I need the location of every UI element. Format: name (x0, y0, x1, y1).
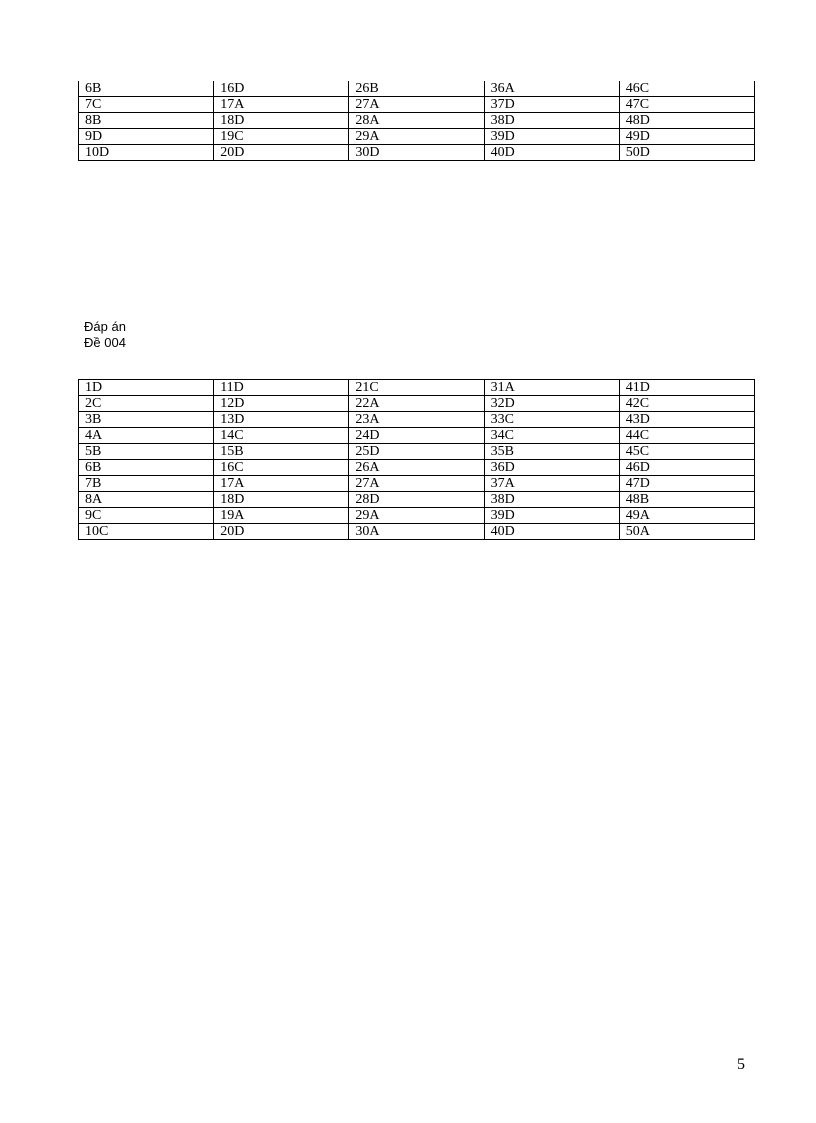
answer-cell: 13D (214, 412, 349, 428)
answer-table-exam-004-body (79, 380, 755, 540)
answer-cell: 12D (214, 396, 349, 412)
answer-cell: 31A (484, 380, 619, 396)
answer-cell: 15B (214, 444, 349, 460)
answer-table-previous (78, 81, 755, 161)
answer-cell: 44C (619, 428, 754, 444)
table-row (79, 97, 755, 113)
answer-cell: 4A (79, 428, 214, 444)
answer-cell: 16C (214, 460, 349, 476)
answer-cell: 8B (79, 113, 214, 129)
answer-cell: 38D (484, 492, 619, 508)
answer-cell: 21C (349, 380, 484, 396)
answer-table-exam-004 (78, 379, 755, 540)
answer-cell: 47D (619, 476, 754, 492)
answer-cell: 33C (484, 412, 619, 428)
answer-cell: 41D (619, 380, 754, 396)
answer-cell: 48D (619, 113, 754, 129)
answer-cell: 48B (619, 492, 754, 508)
answer-cell: 38D (484, 113, 619, 129)
answer-cell: 50D (619, 145, 754, 161)
answer-cell: 3B (79, 412, 214, 428)
answer-cell: 1D (79, 380, 214, 396)
answer-cell: 26B (349, 81, 484, 97)
answer-cell: 19A (214, 508, 349, 524)
table-row (79, 524, 755, 540)
answer-cell: 39D (484, 508, 619, 524)
answer-cell: 40D (484, 145, 619, 161)
answer-cell: 9D (79, 129, 214, 145)
answer-cell: 37D (484, 97, 619, 113)
table-row (79, 476, 755, 492)
table-row (79, 412, 755, 428)
answer-cell: 7C (79, 97, 214, 113)
answer-cell: 8A (79, 492, 214, 508)
table-row (79, 460, 755, 476)
table-row (79, 508, 755, 524)
answer-cell: 28D (349, 492, 484, 508)
answer-cell: 36D (484, 460, 619, 476)
table-row (79, 113, 755, 129)
answer-cell: 46D (619, 460, 754, 476)
table-row (79, 145, 755, 161)
answer-cell: 6B (79, 460, 214, 476)
answer-cell: 36A (484, 81, 619, 97)
answer-cell: 49D (619, 129, 754, 145)
answer-cell: 47C (619, 97, 754, 113)
answer-cell: 39D (484, 129, 619, 145)
answer-cell: 50A (619, 524, 754, 540)
answer-cell: 34C (484, 428, 619, 444)
table-row (79, 396, 755, 412)
answer-cell: 43D (619, 412, 754, 428)
page-number: 5 (737, 1056, 745, 1073)
answer-cell: 9C (79, 508, 214, 524)
answer-cell: 49A (619, 508, 754, 524)
answer-cell: 23A (349, 412, 484, 428)
answer-cell: 30D (349, 145, 484, 161)
table-row (79, 129, 755, 145)
exam-code-heading: Đề 004 (84, 335, 126, 350)
answer-cell: 37A (484, 476, 619, 492)
answer-cell: 14C (214, 428, 349, 444)
answer-cell: 10C (79, 524, 214, 540)
answer-cell: 19C (214, 129, 349, 145)
answer-cell: 29A (349, 129, 484, 145)
answer-cell: 30A (349, 524, 484, 540)
answer-cell: 32D (484, 396, 619, 412)
answer-cell: 5B (79, 444, 214, 460)
answer-cell: 11D (214, 380, 349, 396)
table-row (79, 428, 755, 444)
answer-cell: 27A (349, 97, 484, 113)
answer-cell: 26A (349, 460, 484, 476)
table-row (79, 81, 755, 97)
answer-cell: 24D (349, 428, 484, 444)
table-row (79, 444, 755, 460)
answer-cell: 16D (214, 81, 349, 97)
answer-cell: 20D (214, 145, 349, 161)
answer-cell: 28A (349, 113, 484, 129)
answer-cell: 10D (79, 145, 214, 161)
answer-cell: 22A (349, 396, 484, 412)
answer-table-previous-body (79, 81, 755, 161)
answer-cell: 25D (349, 444, 484, 460)
answer-cell: 18D (214, 492, 349, 508)
answer-cell: 27A (349, 476, 484, 492)
answer-cell: 6B (79, 81, 214, 97)
table-row (79, 380, 755, 396)
answer-key-heading: Đáp án (84, 319, 126, 334)
table-row (79, 492, 755, 508)
answer-cell: 40D (484, 524, 619, 540)
answer-cell: 2C (79, 396, 214, 412)
answer-cell: 7B (79, 476, 214, 492)
answer-cell: 45C (619, 444, 754, 460)
answer-cell: 18D (214, 113, 349, 129)
answer-cell: 20D (214, 524, 349, 540)
answer-cell: 17A (214, 476, 349, 492)
answer-cell: 46C (619, 81, 754, 97)
answer-cell: 17A (214, 97, 349, 113)
answer-cell: 42C (619, 396, 754, 412)
answer-cell: 35B (484, 444, 619, 460)
answer-cell: 29A (349, 508, 484, 524)
